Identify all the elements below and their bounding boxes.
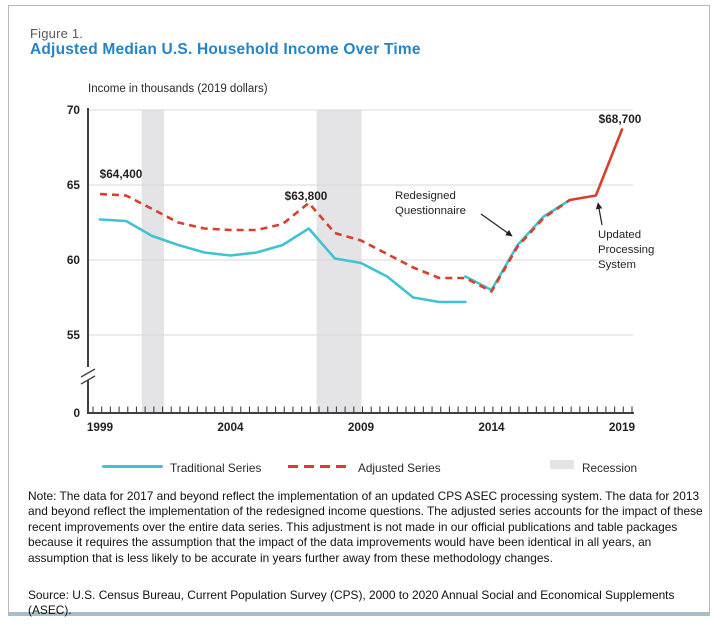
callout-text: Updated [598,229,642,241]
traditional-series-line-swatch [102,465,163,468]
callout-text: Redesigned [395,190,456,202]
y-tick-label: 60 [66,253,80,267]
data-point-label: $64,400 [99,167,143,181]
traditional-series-legend-label: Traditional Series [170,461,262,475]
y-tick-label: 70 [66,103,80,117]
x-tick-label: 1999 [86,420,114,434]
adjusted-series-legend-label: Adjusted Series [358,461,441,475]
callout-text: System [598,259,636,271]
callout-arrow [598,203,602,225]
figure-label: Figure 1. [30,26,84,41]
callout-arrow [481,214,512,236]
series-line [570,130,622,201]
y-tick-label: 0 [73,406,80,420]
source-text: Source: U.S. Census Bureau, Current Population Survey (CPS), 2000 to 2020 Annual Social and Economical Supplements (ASEC). [28,588,675,618]
note-text: Note: The data for 2017 and beyond reflect the implementation of an updated CPS ASEC processing system. The data for 2013 and beyond reflect the implementation of the redesigned income questions. The adjusted series accounts for the impact of these recent improvements over the entire data series. This adjustment is not made in our official publications and table packages because it requires the assumption that the impact of the data improvements would have been identical in all years, an assumption that is less likely to be accurate in years further away from these methodology changes. [28,489,703,565]
y-tick-label: 55 [66,328,80,342]
recession-box-swatch [550,460,574,469]
data-point-label: $68,700 [598,112,642,126]
data-point-label: $63,800 [284,189,328,203]
adjusted-series-dash-swatch [288,465,349,468]
y-tick-label: 65 [66,178,80,192]
figure-title: Adjusted Median U.S. Household Income Over Time [30,41,421,58]
x-tick-label: 2019 [608,420,636,434]
x-tick-label: 2004 [217,420,244,434]
callout-text: Questionnaire [395,205,466,217]
x-tick-label: 2014 [478,420,505,434]
y-axis-title: Income in thousands (2019 dollars) [88,83,268,95]
x-tick-label: 2009 [347,420,375,434]
callout-text: Processing [598,244,655,256]
recession-band [142,110,164,412]
recession-legend-label: Recession [582,461,638,475]
